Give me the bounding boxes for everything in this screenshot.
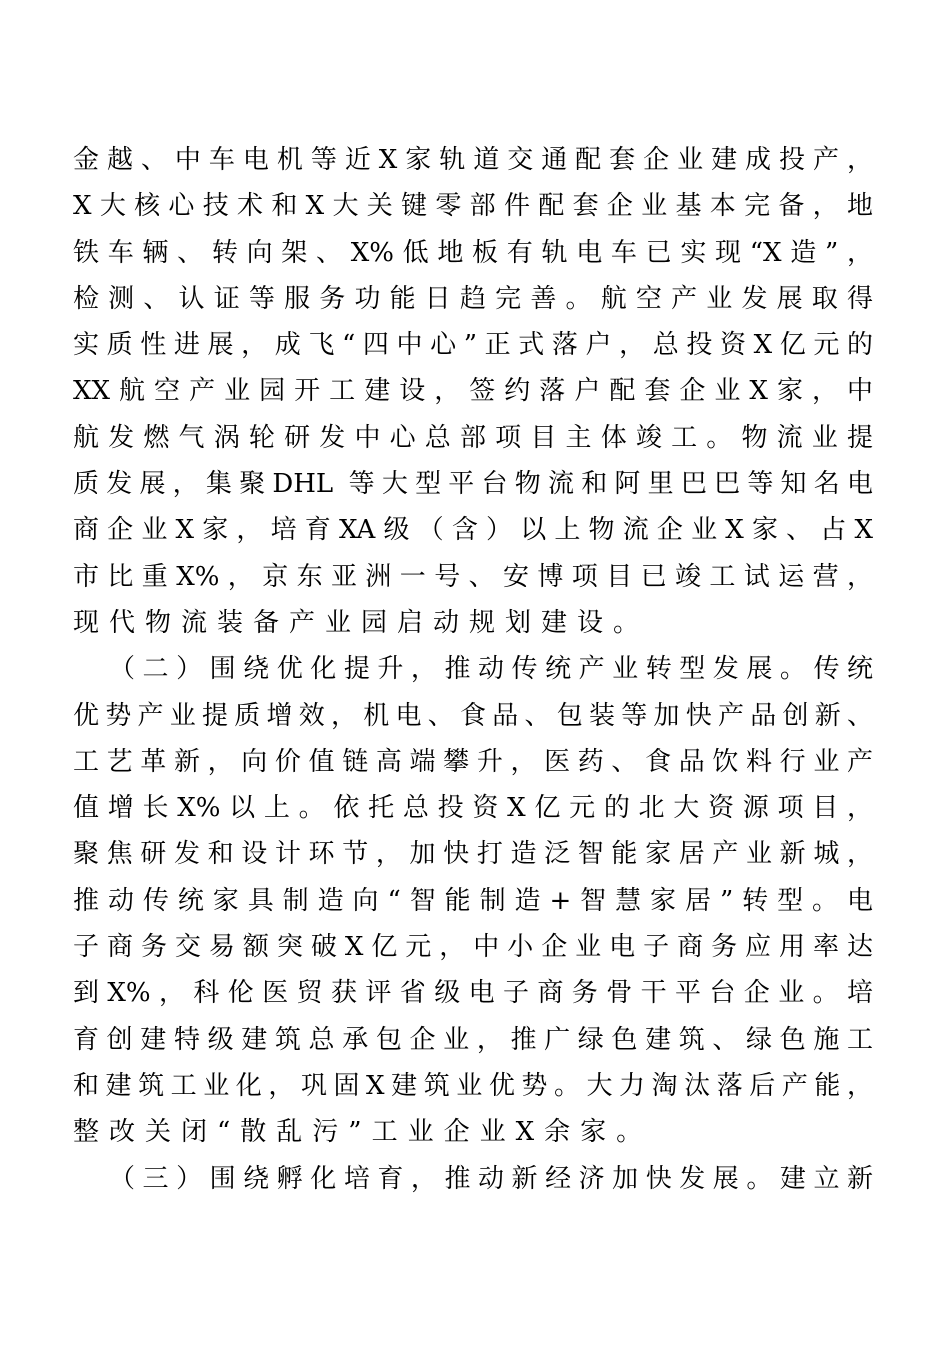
text-line: XX航空产业园开工建设，签约落户配套企业X家，中 [73, 376, 873, 407]
section-heading-line: （二）围绕优化提升，推动传统产业转型发展。传统 [109, 654, 873, 685]
text-line: 值增长X%以上。依托总投资X亿元的北大资源项目， [73, 793, 873, 824]
text-line: 子商务交易额突破X亿元，中小企业电子商务应用率达 [73, 932, 873, 963]
text-line: 和建筑工业化，巩固X建筑业优势。大力淘汰落后产能， [73, 1070, 873, 1101]
text-line: 实质性进展，成飞“四中心”正式落户，总投资X亿元的 [73, 330, 873, 361]
paragraph-end-line: 现代物流装备产业园启动规划建设。 [73, 607, 650, 638]
text-line: 金越、中车电机等近X家轨道交通配套企业建成投产， [73, 145, 873, 175]
text-line: 检测、认证等服务功能日趋完善。航空产业发展取得 [73, 283, 873, 314]
paragraph-end-line: 整改关闭“散乱污”工业企业X余家。 [73, 1117, 653, 1148]
text-line: 推动传统家具制造向“智能制造+智慧家居”转型。电 [73, 885, 873, 916]
text-line: 航发燃气涡轮研发中心总部项目主体竣工。物流业提 [73, 422, 873, 453]
text-line: 聚焦研发和设计环节，加快打造泛智能家居产业新城， [73, 839, 873, 870]
text-line: 市比重X%，京东亚洲一号、安博项目已竣工试运营， [73, 561, 873, 592]
text-line: 优势产业提质增效，机电、食品、包装等加快产品创新、 [73, 700, 873, 731]
text-line: 到X%，科伦医贸获评省级电子商务骨干平台企业。培 [73, 978, 873, 1009]
text-line: X大核心技术和X大关键零部件配套企业基本完备，地 [73, 191, 873, 222]
text-line: 质发展，集聚DHL 等大型平台物流和阿里巴巴等知名电 [73, 469, 873, 500]
section-heading-line: （三）围绕孵化培育，推动新经济加快发展。建立新 [109, 1163, 873, 1194]
text-line: 育创建特级建筑总承包企业，推广绿色建筑、绿色施工 [73, 1024, 873, 1055]
body-text [73, 137, 873, 1202]
text-line: 铁车辆、转向架、X%低地板有轨电车已实现“X造”， [73, 237, 873, 268]
text-line: 商企业X家，培育XA级（含）以上物流企业X家、占X [73, 515, 873, 546]
text-line: 工艺革新，向价值链高端攀升，医药、食品饮料行业产 [73, 746, 873, 777]
